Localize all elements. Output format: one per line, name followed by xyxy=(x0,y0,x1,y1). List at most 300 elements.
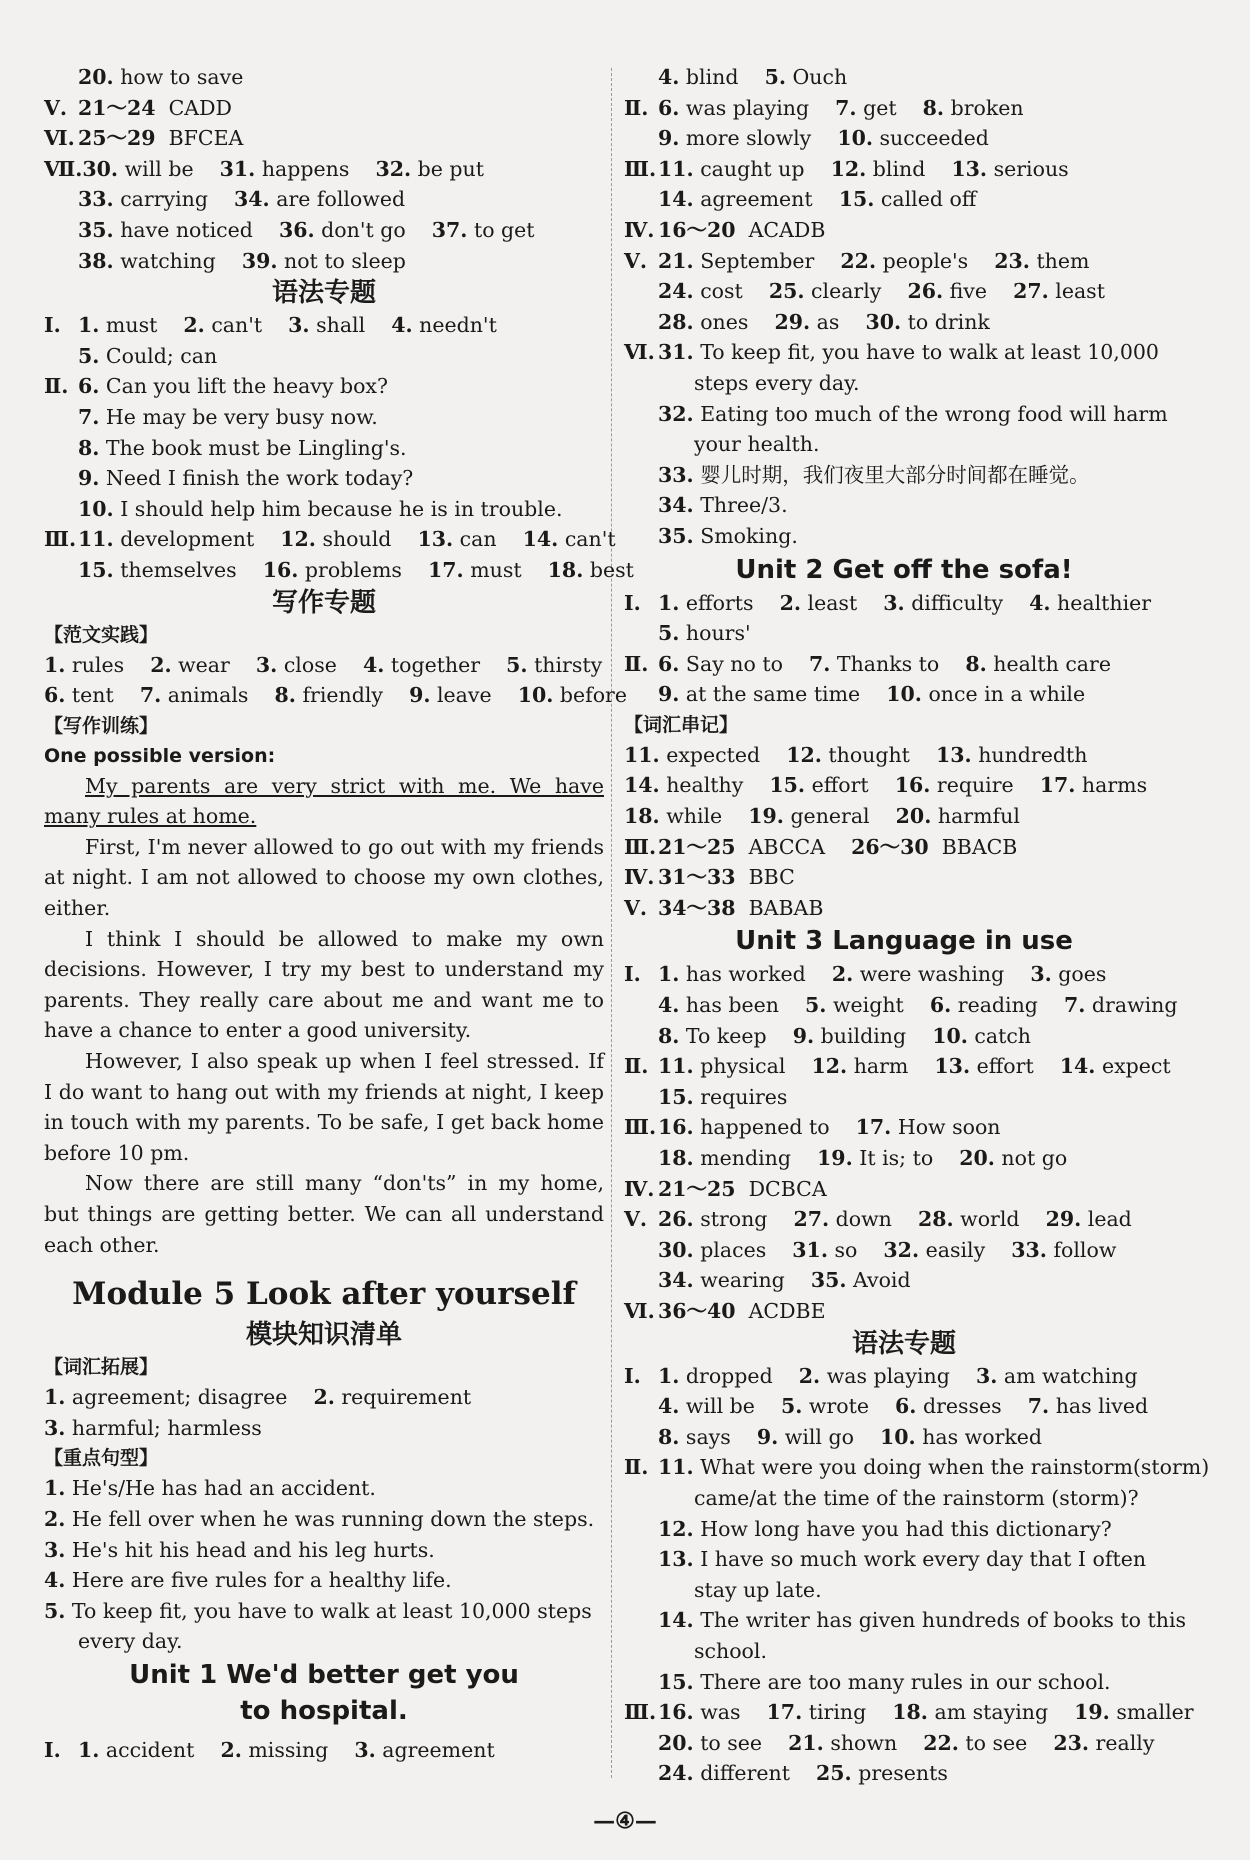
item-answer: was xyxy=(693,1700,767,1725)
answer-line xyxy=(624,1483,1184,1514)
answer-line xyxy=(44,494,604,525)
essay-paragraph: Now there are still many “don'ts” in my home, but things are getting better. We can all understand each other. xyxy=(44,1171,604,1257)
answer-line xyxy=(624,1758,1184,1789)
unit1-title-cont: to hospital. xyxy=(240,1695,408,1726)
item-number: 18. xyxy=(658,1146,694,1170)
model-practice-answers xyxy=(44,650,627,711)
item-number: 21～25 xyxy=(658,834,736,859)
item-answer: thought xyxy=(821,742,936,767)
item-answer: presents xyxy=(851,1761,948,1786)
item-number: 2. xyxy=(831,962,854,987)
item-number: 1. xyxy=(44,1385,66,1410)
item-answer: happens xyxy=(255,156,376,181)
writing-training-tag: 【写作训练】 xyxy=(44,714,159,737)
answer-line xyxy=(44,341,604,372)
item-number: 21. xyxy=(788,1730,824,1755)
item-answer: CADD xyxy=(155,95,232,120)
item-answer: Ouch xyxy=(785,65,848,89)
item-answer: general xyxy=(783,804,896,829)
item-answer: to see xyxy=(693,1730,789,1755)
item-number: 30. xyxy=(865,309,902,334)
grammar-heading: 语法专题 xyxy=(271,278,376,309)
item-number: 26. xyxy=(907,279,944,304)
roman-numeral: Ⅴ. xyxy=(624,248,648,273)
item-answer: has been xyxy=(679,993,806,1018)
item-answer: carrying xyxy=(113,187,235,212)
item-answer: The writer has given hundreds of books to this xyxy=(693,1608,1187,1633)
item-answer: requirement xyxy=(334,1385,472,1410)
item-answer: can't xyxy=(558,527,616,552)
roman-numeral: Ⅱ. xyxy=(624,1455,649,1480)
item-answer: Say no to xyxy=(679,651,809,676)
item-number: 11. xyxy=(658,1455,694,1480)
item-answer: so xyxy=(827,1237,884,1262)
item-number: 6. xyxy=(658,95,680,120)
item-answer: to see xyxy=(958,1730,1054,1755)
item-number: 25～29 xyxy=(78,126,156,151)
item-answer: not to sleep xyxy=(277,248,406,273)
left-column xyxy=(44,62,634,1766)
item-answer: mending xyxy=(693,1146,818,1170)
item-answer: more slowly xyxy=(679,126,838,151)
item-number: 4. xyxy=(658,993,680,1018)
answer-line xyxy=(624,1391,1184,1422)
module-title: Module 5 Look after yourself xyxy=(72,1276,576,1313)
item-answer: To keep fit, you have to walk at least 10,000 xyxy=(693,340,1159,365)
item-answer: drawing xyxy=(1085,993,1178,1018)
item-number: 13. xyxy=(936,742,972,767)
item-answer: He's hit his head and his leg hurts. xyxy=(65,1537,435,1562)
item-number: 34. xyxy=(658,1268,694,1293)
item-answer: your health. xyxy=(694,432,820,457)
answer-line xyxy=(624,154,1184,185)
answer-line xyxy=(624,893,1184,924)
item-answer: can't xyxy=(204,313,289,338)
item-number: 7. xyxy=(809,651,831,676)
item-number: 5. xyxy=(805,993,827,1018)
item-number: 5. xyxy=(658,621,680,646)
vocab-chain-answers xyxy=(624,740,1184,924)
item-number: 15. xyxy=(78,557,114,582)
answer-line xyxy=(624,1422,1184,1453)
item-number: 26～30 xyxy=(851,834,929,859)
answer-line xyxy=(624,1605,1187,1636)
item-answer: will go xyxy=(778,1424,881,1449)
item-answer: really xyxy=(1089,1730,1155,1755)
item-answer: Here are five rules for a healthy life. xyxy=(65,1568,452,1593)
left-answers-top xyxy=(44,62,604,276)
roman-numeral: Ⅳ. xyxy=(624,1176,655,1201)
item-number: 24. xyxy=(658,279,694,304)
item-number: 12. xyxy=(786,742,822,767)
item-number: 5. xyxy=(780,1394,803,1419)
item-number: 15. xyxy=(769,773,806,798)
answer-line xyxy=(624,215,1184,246)
answer-line xyxy=(624,93,1184,124)
item-number: 3. xyxy=(288,313,310,338)
item-answer: hundredth xyxy=(971,742,1088,767)
item-number: 8. xyxy=(965,651,987,676)
item-number: 20. xyxy=(78,65,114,89)
item-number: 16. xyxy=(658,1700,694,1725)
item-number: 20. xyxy=(959,1146,995,1170)
item-number: 1. xyxy=(658,590,680,615)
item-number: 7. xyxy=(835,95,857,120)
item-number: 1. xyxy=(658,962,680,987)
page-number: —④— xyxy=(593,1808,657,1834)
item-answer: strong xyxy=(693,1207,794,1232)
answer-line xyxy=(44,184,604,215)
model-practice-tag: 【范文实践】 xyxy=(44,623,159,646)
answer-line xyxy=(44,246,604,277)
item-number: 25. xyxy=(816,1761,852,1786)
item-answer: harms xyxy=(1075,773,1148,798)
item-answer: not go xyxy=(994,1146,1068,1170)
item-answer: hours' xyxy=(679,621,751,646)
item-answer: at the same time xyxy=(679,682,887,707)
item-answer: shall xyxy=(309,313,392,338)
item-answer: friendly xyxy=(295,683,410,708)
item-number: 23. xyxy=(994,248,1030,273)
answer-line xyxy=(624,1235,1184,1266)
item-answer: cost xyxy=(693,279,769,304)
answer-line xyxy=(44,123,604,154)
item-answer: Could; can xyxy=(99,343,218,368)
item-answer: needn't xyxy=(412,313,497,338)
item-answer: harmful; harmless xyxy=(65,1415,262,1440)
answer-line xyxy=(624,1544,1184,1575)
item-answer: was playing xyxy=(679,95,836,120)
answer-line xyxy=(624,1728,1184,1759)
item-answer: Smoking. xyxy=(693,523,798,548)
item-number: 2. xyxy=(220,1737,242,1762)
item-answer: will be xyxy=(118,156,220,181)
roman-numeral: Ⅰ. xyxy=(44,313,61,338)
vocab-chain-tag: 【词汇串记】 xyxy=(624,713,739,736)
answer-line xyxy=(624,679,1184,710)
item-number: 31. xyxy=(219,156,256,181)
answer-line xyxy=(624,1452,1210,1483)
item-number: 37. xyxy=(431,217,468,242)
answer-line xyxy=(44,555,634,586)
item-answer: blind xyxy=(866,156,952,181)
item-answer: to drink xyxy=(901,309,990,334)
item-number: 6. xyxy=(44,683,66,708)
item-answer: Avoid xyxy=(846,1268,911,1293)
answer-line xyxy=(44,93,604,124)
item-answer: while xyxy=(659,804,749,829)
item-number: 1. xyxy=(658,1363,680,1388)
item-number: 11. xyxy=(658,1054,694,1079)
item-answer: caught up xyxy=(693,156,831,181)
answer-line xyxy=(44,433,604,464)
item-answer: reading xyxy=(951,993,1064,1018)
item-number: 2. xyxy=(44,1506,66,1531)
item-answer: called off xyxy=(874,187,977,212)
unit2-answers xyxy=(624,588,1184,710)
item-number: 27. xyxy=(1013,279,1049,304)
item-number: 10. xyxy=(517,683,554,708)
answer-line xyxy=(624,770,1184,801)
item-number: 35. xyxy=(78,217,114,242)
roman-numeral: Ⅵ. xyxy=(624,1298,655,1323)
roman-numeral: Ⅴ. xyxy=(624,1207,648,1232)
item-number: 6. xyxy=(78,374,100,399)
item-number: 33. xyxy=(78,187,114,212)
item-number: 6. xyxy=(929,993,952,1018)
answer-line xyxy=(624,959,1184,990)
item-answer: best xyxy=(583,557,634,582)
answer-line xyxy=(44,1596,604,1627)
item-answer: He's/He has had an accident. xyxy=(65,1476,376,1501)
item-answer: BABAB xyxy=(735,895,824,920)
item-answer: smaller xyxy=(1109,1700,1194,1725)
item-answer: people's xyxy=(876,248,995,273)
item-answer: must xyxy=(99,313,184,338)
item-number: 34. xyxy=(234,187,270,212)
item-number: 1. xyxy=(44,1476,66,1501)
item-number: 39. xyxy=(241,248,278,273)
item-answer: He fell over when he was running down the steps. xyxy=(65,1506,595,1531)
unit1-answers xyxy=(44,1735,604,1766)
item-answer: how to save xyxy=(113,65,244,89)
item-number: 25. xyxy=(768,279,805,304)
item-answer: BBACB xyxy=(928,834,1018,859)
item-answer: as xyxy=(810,309,866,334)
item-number: 4. xyxy=(658,1394,680,1419)
unit3-answers xyxy=(624,959,1184,1326)
item-number: 12. xyxy=(830,156,867,181)
item-number: 9. xyxy=(658,682,680,707)
item-number: 11. xyxy=(658,156,694,181)
answer-line xyxy=(624,276,1184,307)
item-number: 9. xyxy=(409,683,431,708)
item-number: 13. xyxy=(951,156,988,181)
answer-line xyxy=(44,310,604,341)
item-number: 30. xyxy=(82,156,119,181)
item-answer: together xyxy=(384,652,507,677)
item-answer: themselves xyxy=(113,557,263,582)
item-number: 7. xyxy=(1027,1394,1050,1419)
item-answer: least xyxy=(1048,279,1105,304)
item-number: 13. xyxy=(934,1054,971,1079)
item-answer: weight xyxy=(826,993,930,1018)
item-answer: don't go xyxy=(314,217,432,242)
item-number: 31. xyxy=(658,340,694,365)
item-answer: has worked xyxy=(915,1424,1043,1449)
roman-numeral: Ⅶ. xyxy=(44,156,83,181)
item-answer: am watching xyxy=(997,1363,1138,1388)
item-number: 21～24 xyxy=(78,95,156,120)
item-answer: are followed xyxy=(269,187,406,212)
item-answer: Thanks to xyxy=(830,651,966,676)
item-number: 10. xyxy=(880,1424,916,1449)
item-number: 16. xyxy=(894,773,931,798)
answer-line xyxy=(44,1626,604,1657)
item-number: 3. xyxy=(883,590,905,615)
item-answer: BFCEA xyxy=(155,126,244,151)
essay-paragraph: However, I also speak up when I feel stressed. If I do want to hang out with my friends at night, I keep in touch with my parents. To be safe, I get back home before 10 pm. xyxy=(44,1049,604,1165)
item-answer: happened to xyxy=(693,1115,856,1140)
item-number: 16～20 xyxy=(658,217,736,242)
item-number: 26. xyxy=(658,1207,694,1232)
answer-line xyxy=(44,524,616,555)
answer-line xyxy=(624,832,1184,863)
item-number: 20. xyxy=(658,1730,694,1755)
roman-numeral: Ⅵ. xyxy=(44,126,75,151)
item-number: 4. xyxy=(658,65,680,89)
answer-line xyxy=(44,154,604,185)
answer-line xyxy=(624,246,1184,277)
answer-line xyxy=(624,1697,1194,1728)
item-answer: tiring xyxy=(802,1700,893,1725)
item-number: 7. xyxy=(78,404,100,429)
answer-line xyxy=(624,1575,1184,1606)
item-number: 32. xyxy=(658,401,694,426)
item-answer: physical xyxy=(693,1054,812,1079)
item-answer: expected xyxy=(659,742,787,767)
item-answer: I should help him because he is in trouble. xyxy=(113,496,563,521)
answer-line xyxy=(624,1636,1184,1667)
item-number: 5. xyxy=(764,65,786,89)
item-number: 4. xyxy=(44,1568,66,1593)
roman-numeral: Ⅲ. xyxy=(624,834,657,859)
item-answer: ones xyxy=(693,309,775,334)
column-divider xyxy=(611,68,612,1778)
unit1-title: Unit 1 We'd better get you xyxy=(129,1659,519,1690)
item-number: 16. xyxy=(658,1115,694,1140)
item-answer: five xyxy=(943,279,1014,304)
item-number: 15. xyxy=(658,1669,694,1694)
answer-line xyxy=(624,1051,1184,1082)
answer-line xyxy=(624,1174,1184,1205)
answer-line xyxy=(44,1504,604,1535)
item-number: 2. xyxy=(798,1363,821,1388)
item-number: 13. xyxy=(658,1547,694,1572)
item-number: 24. xyxy=(658,1761,694,1786)
item-number: 12. xyxy=(280,527,316,552)
grammar-heading-right: 语法专题 xyxy=(851,1328,956,1359)
item-answer: stay up late. xyxy=(694,1577,822,1602)
item-answer: goes xyxy=(1051,962,1107,987)
item-number: 8. xyxy=(658,1424,680,1449)
item-answer: agreement xyxy=(375,1737,495,1762)
answer-line xyxy=(624,460,1184,491)
item-answer: effort xyxy=(970,1054,1060,1079)
unit2-title: Unit 2 Get off the sofa! xyxy=(735,554,1073,585)
item-answer: animals xyxy=(161,683,275,708)
item-number: 1. xyxy=(44,652,66,677)
item-answer: 婴儿时期，我们夜里大部分时间都在睡觉。 xyxy=(693,462,1090,487)
answer-line xyxy=(624,588,1184,619)
answer-line xyxy=(624,1143,1184,1174)
item-number: 28. xyxy=(917,1207,954,1232)
roman-numeral: Ⅴ. xyxy=(44,95,68,120)
item-answer: has worked xyxy=(679,962,832,987)
item-number: 35. xyxy=(658,523,694,548)
item-answer: came/at the time of the rainstorm (storm)? xyxy=(694,1485,1139,1510)
item-number: 18. xyxy=(892,1700,928,1725)
item-answer: requires xyxy=(693,1084,788,1109)
item-number: 8. xyxy=(78,435,100,460)
roman-numeral: Ⅱ. xyxy=(624,95,649,120)
roman-numeral: Ⅴ. xyxy=(624,895,648,920)
item-number: 7. xyxy=(139,683,162,708)
item-number: 27. xyxy=(793,1207,830,1232)
item-answer: Can you lift the heavy box? xyxy=(99,374,388,399)
item-answer: missing xyxy=(241,1737,355,1762)
item-answer: building xyxy=(814,1023,933,1048)
essay-paragraph: I think I should be allowed to make my own decisions. However, I try my best to understand my parents. They really care about me and want me to have a chance to enter a good university. xyxy=(44,926,604,1043)
roman-numeral: Ⅰ. xyxy=(44,1737,61,1762)
item-answer: harm xyxy=(847,1054,935,1079)
item-number: 2. xyxy=(779,590,801,615)
item-answer: get xyxy=(856,95,923,120)
item-answer: effort xyxy=(805,773,895,798)
answer-line xyxy=(624,490,1184,521)
item-number: 10. xyxy=(932,1023,968,1048)
roman-numeral: Ⅲ. xyxy=(44,527,77,552)
item-answer: was playing xyxy=(820,1363,976,1388)
item-number: 32. xyxy=(375,156,412,181)
item-number: 8. xyxy=(922,95,945,120)
item-number: 16. xyxy=(262,557,299,582)
item-answer: to get xyxy=(467,217,535,242)
item-number: 12. xyxy=(811,1054,848,1079)
item-answer: Need I finish the work today? xyxy=(99,466,414,491)
item-number: 14. xyxy=(1059,1054,1096,1079)
item-number: 19. xyxy=(817,1146,853,1170)
answer-line xyxy=(44,1473,604,1504)
item-number: 17. xyxy=(766,1700,803,1725)
item-number: 10. xyxy=(837,126,873,151)
item-answer: shown xyxy=(823,1730,924,1755)
item-answer: them xyxy=(1029,248,1090,273)
item-answer: DCBCA xyxy=(735,1176,827,1201)
item-answer: rules xyxy=(65,652,151,677)
item-number: 22. xyxy=(840,248,877,273)
item-number: 38. xyxy=(78,248,114,273)
item-answer: problems xyxy=(298,557,429,582)
item-answer: healthy xyxy=(659,773,770,798)
answer-line xyxy=(624,649,1184,680)
item-number: 28. xyxy=(658,309,694,334)
key-sentences-tag: 【重点句型】 xyxy=(44,1447,159,1470)
item-answer: Eating too much of the wrong food will harm xyxy=(693,401,1168,426)
answer-line xyxy=(44,1735,604,1766)
item-number: 15. xyxy=(838,187,875,212)
roman-numeral: Ⅲ. xyxy=(624,156,657,181)
answer-line xyxy=(624,123,1184,154)
item-number: 36～40 xyxy=(658,1298,736,1323)
item-answer: difficulty xyxy=(904,590,1030,615)
item-answer: leave xyxy=(430,683,518,708)
item-answer: efforts xyxy=(679,590,780,615)
right-column xyxy=(624,62,1210,1789)
possible-version-label: One possible version: xyxy=(44,744,276,767)
item-answer: accident xyxy=(99,1737,221,1762)
item-number: 32. xyxy=(883,1237,920,1262)
answer-line xyxy=(624,368,1184,399)
answer-line xyxy=(624,1204,1184,1235)
left-grammar-answers xyxy=(44,310,634,585)
item-answer: wear xyxy=(171,652,256,677)
item-answer: have noticed xyxy=(113,217,279,242)
item-number: 9. xyxy=(658,126,680,151)
answer-line xyxy=(44,402,604,433)
item-number: 31. xyxy=(792,1237,828,1262)
answer-line xyxy=(44,371,604,402)
